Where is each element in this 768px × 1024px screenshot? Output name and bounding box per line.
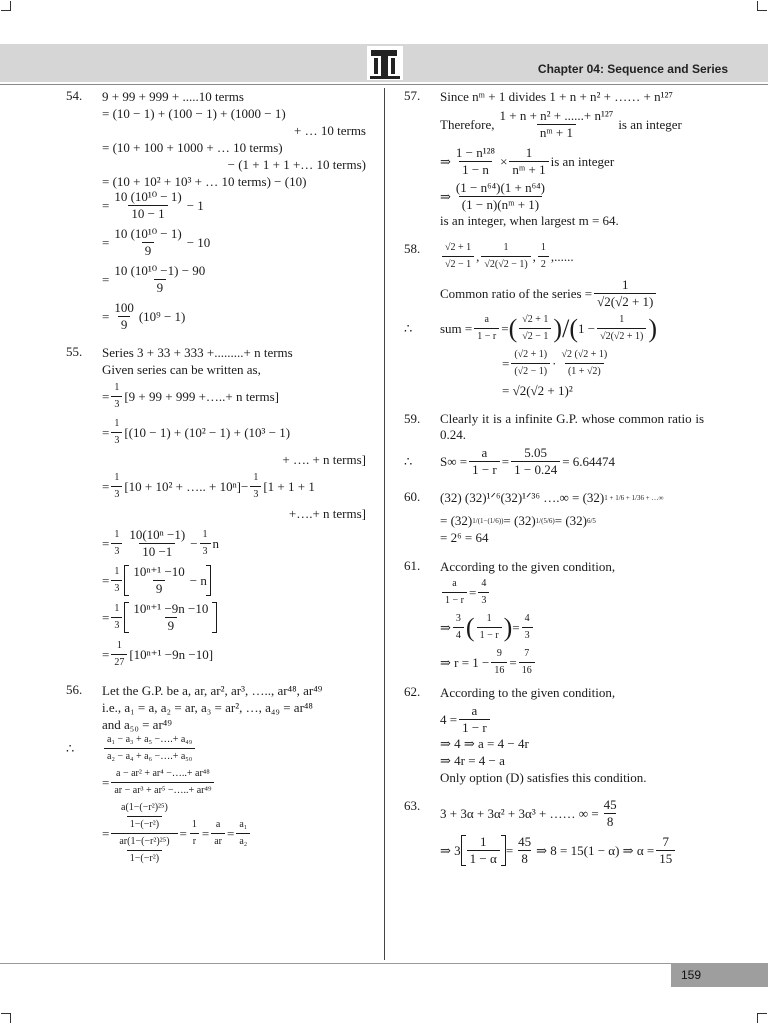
fraction: $\frac{\text{ar(1−(−r²)²⁵)}}{\text{1−(−r²)}}$ [119, 836, 170, 864]
equation-line: = $\frac{1}{3}$ [10 + 10² + ….. + 10ⁿ]− $\frac{1}{3}$ [1 + 1 + 1 [102, 472, 315, 500]
right-column [404, 88, 704, 866]
fraction: $\frac{1}{3}$ [111, 381, 122, 412]
solution-line: = (10 + 10² + 10³ + … 10 terms) − (10) [102, 173, 307, 189]
problem-number: 59. [404, 411, 421, 426]
solution-line: ⇒ 4 ⇒ a = 4 − 4r [440, 735, 529, 751]
equation-line: (32) (32)¹ᐟ⁶(32)¹ᐟ³⁶ ….∞ = (32) 1 + 1/6 + 1/36 + …∞ [440, 489, 664, 505]
fraction: $\frac{√2 + 1}{√2 - 1}$ [519, 313, 551, 344]
solution-line: and a₅₀ = ar⁴⁹ [102, 716, 172, 732]
solution-line: Series 3 + 33 + 333 +.........+ n terms [102, 344, 293, 360]
bracket [461, 835, 506, 866]
problem-number: 54. [66, 88, 83, 103]
equation-line: $\frac{a}{1 - r}$ = $\frac{4}{3}$ [440, 577, 704, 608]
problem-63 [404, 798, 704, 866]
problem-60 [404, 489, 704, 546]
fraction: $\frac{1}{1 - r}$ [477, 612, 502, 643]
fraction: $\frac{a}{1 - r}$ [459, 704, 490, 735]
crop-mark-bottom-left [1, 1013, 11, 1023]
equation-line: = $\frac{\text{10 (10¹⁰ − 1)}}{9}$ − 10 [102, 226, 211, 258]
solution-line: − (1 + 1 + 1 +… 10 terms) [227, 156, 366, 172]
problem-59 [404, 411, 704, 477]
problem-55 [66, 344, 366, 670]
fraction: $\frac{5.05}{1 - 0.24}$ [511, 446, 560, 477]
fraction: $\frac{1}{2}$ [538, 241, 549, 272]
equation-line: = (32) 1/(1−(1/6)) = (32) 1/(5/6) = (32) 6/5 [440, 512, 596, 528]
fraction: $\frac{1}{3}$ [111, 602, 122, 633]
header-rule [0, 84, 768, 85]
fraction: $\frac{1}{√2(√2 + 1)}$ [597, 313, 646, 344]
equation-line: Common ratio of the series = $\frac{1}{√2(√2 + 1)}$ [440, 278, 704, 309]
solution-line: Let the G.P. be a, ar, ar², ar³, ….., ar⁴⁸, ar⁴⁹ [102, 682, 323, 698]
equation-line: ∴ sum = $\frac{a}{1 - r}$ = ( $\frac{√2 + 1}{√2 - 1}$ ) / ( 1 − $\frac{1}{√2(√2 + 1)}$ ) [404, 313, 658, 343]
equation-line: = $\frac{(√2 + 1)}{(√2 - 1)}$ · $\frac{√2 (√2 + 1)}{(1 + √2)}$ [440, 348, 704, 379]
fraction: $\frac{a}{1 - r}$ [474, 313, 499, 344]
fraction: $\frac{1}{3}$ [250, 471, 261, 502]
fraction: $\frac{\text{(1 − n⁶⁴)(1 + n⁶⁴)}}{\text{(1 − n)(nᵐ + 1)}}$ [455, 180, 546, 212]
fraction: $\frac{\text{10ⁿ⁺¹ −9n −10}}{9}$ [133, 601, 209, 633]
problem-number: 60. [404, 489, 421, 504]
footer-rule [0, 963, 768, 964]
fraction: $\frac{\text{10 (10¹⁰ − 1)}}{10 - 1}$ [114, 189, 182, 221]
fraction: $\frac{45}{8}$ [518, 834, 532, 866]
solution-line: Clearly it is a infinite G.P. whose common ratio is 0.24. [440, 411, 704, 442]
equation-line: = $\frac{\text{a − ar² + ar⁴ −…..+ ar⁴⁸}}{\text{ar − ar³ + ar⁵ −…..+ ar⁴⁹}}$ [102, 767, 366, 798]
fraction: $\frac{1}{3}$ [200, 528, 211, 559]
equation-line: = $\frac{1}{3}$ [9 + 99 + 999 +…..+ n terms] [102, 382, 279, 410]
equation-line: ∴ $\frac{\text{a₁ − a₃ + a₅ −….+ a₄₉}}{\text{a₂ − a₄ + a₆ −….+ a₅₀}}$ [66, 733, 366, 764]
fraction: $\frac{\text{10 (10¹⁰ −1) − 90}}{9}$ [114, 263, 206, 295]
crop-mark-top-left [1, 1, 11, 11]
solution-line: = (10 − 1) + (100 − 1) + (1000 − 1) [102, 105, 286, 121]
fraction: $\frac{\text{a − ar² + ar⁴ −…..+ ar⁴⁸}}{\text{ar − ar³ + ar⁵ −…..+ ar⁴⁹}}$ [111, 767, 214, 798]
problem-61 [404, 558, 704, 678]
problem-54 [66, 88, 366, 332]
equation-line: = $\frac{\text{10 (10¹⁰ − 1)}}{10 - 1}$ − 1 [102, 189, 204, 221]
fraction: $\frac{√2 + 1}{√2 - 1}$ [442, 241, 474, 272]
equation-line: 4 = $\frac{a}{1 - r}$ [440, 704, 704, 735]
fraction: $\frac{7}{15}$ [656, 835, 675, 866]
solution-line: = (10 + 100 + 1000 + … 10 terms) [102, 139, 283, 155]
crop-mark-top-right [757, 1, 767, 11]
solution-line: is an integer, when largest m = 64. [440, 212, 619, 228]
fraction: $\frac{1}{3}$ [111, 471, 122, 502]
problem-number: 55. [66, 344, 83, 359]
fraction: $\frac{4}{3}$ [478, 577, 489, 608]
page-number: 159 [681, 968, 702, 982]
publisher-logo-icon [367, 46, 403, 80]
solution-line: Given series can be written as, [102, 361, 261, 377]
problem-number: 56. [66, 682, 83, 697]
fraction: $\frac{√2 (√2 + 1)}{(1 + √2)}$ [561, 349, 608, 377]
left-column [66, 88, 366, 866]
equation-line: = $\frac{1}{3}$ [(10 − 1) + (10² − 1) + (10³ − 1) [102, 418, 291, 446]
fraction: $\frac{\text{a(1−(−r²)²⁵)}}{\text{1−(−r²)}}$ [121, 802, 168, 830]
fraction: $\frac{\text{10 (10¹⁰ − 1)}}{9}$ [114, 226, 182, 258]
fraction: $\frac{\text{a₁}}{\text{a₂}}$ [236, 818, 250, 849]
equation-line: = $\frac{1}{3}$ $\frac{\text{10(10ⁿ −1)}}{10 -1}$ − $\frac{1}{3}$ n [102, 527, 220, 559]
solution-line: Only option (D) satisfies this condition. [440, 769, 647, 785]
equation-line: ⇒ r = 1 − $\frac{9}{16}$ = $\frac{7}{16}$ [440, 647, 704, 678]
equation-line: ⇒ $\frac{\text{(1 − n⁶⁴)(1 + n⁶⁴)}}{\text{(1 − n)(nᵐ + 1)}}$ [440, 181, 704, 212]
solution-line: According to the given condition, [440, 684, 616, 700]
chapter-title: Chapter 04: Sequence and Series [537, 62, 728, 76]
fraction: $\frac{a}{ar}$ [211, 818, 225, 849]
fraction: $\frac{1}{27}$ [111, 639, 127, 670]
equation-line: = $\frac{100}{9}$ (10⁹ − 1) [102, 300, 186, 332]
fraction: $\frac{1}{3}$ [111, 417, 122, 448]
fraction [111, 801, 177, 866]
bracket: $\frac{\text{10ⁿ⁺¹ −10}}{9}$ − n [124, 565, 211, 596]
fraction: $\frac{\text{10(10ⁿ −1)}}{10 -1}$ [129, 527, 186, 559]
solution-line: + … 10 terms [294, 122, 366, 138]
problem-number: 61. [404, 558, 421, 573]
equation-line: ⇒ $\frac{3}{4}$ ( $\frac{1}{1 - r}$ ) = $\frac{4}{3}$ [440, 612, 704, 643]
fraction: $\frac{9}{16}$ [491, 647, 507, 678]
problem-62 [404, 684, 704, 786]
fraction: $\frac{1}{\text{nᵐ + 1}}$ [509, 146, 548, 177]
problem-56 [66, 682, 366, 866]
fraction: $\frac{3}{4}$ [453, 612, 464, 643]
fraction: $\frac{(√2 + 1)}{(√2 - 1)}$ [511, 348, 550, 379]
equation-line: = $\frac{1}{3}$ $\frac{\text{10ⁿ⁺¹ −9n −10}}{9}$ [102, 602, 366, 633]
solution-line: 9 + 99 + 999 + .....10 terms [102, 88, 244, 104]
equation-line: = $\frac{1}{3}$ $\frac{\text{10ⁿ⁺¹ −10}}{9}$ − n [102, 565, 366, 596]
fraction: $\frac{4}{3}$ [522, 612, 533, 643]
equation-line: = $\frac{1}{27}$ [10ⁿ⁺¹ −9n −10] [102, 640, 214, 668]
column-divider [384, 88, 385, 960]
fraction: $\frac{a}{1 - r}$ [442, 577, 467, 608]
problem-58 [404, 241, 704, 399]
fraction: $\frac{1}{1 - \alpha}$ [467, 835, 500, 866]
equation-line: ∴ S∞ = $\frac{a}{1 - r}$ = $\frac{5.05}{1 - 0.24}$ = 6.64474 [404, 445, 616, 477]
fraction: $\frac{\text{1 + n + n² + ......+ n¹²⁷}}{\text{nᵐ + 1}}$ [499, 108, 614, 140]
equation-line: ⇒ 3 $\frac{1}{1 - \alpha}$ = $\frac{45}{8}$ ⇒ 8 = 15(1 − α) ⇒ α = $\frac{7}{15}$ [440, 835, 704, 866]
fraction: $\frac{1}{√2(√2 - 1)}$ [481, 241, 530, 272]
fraction: $\frac{1}{3}$ [111, 565, 122, 596]
equation-line: $\frac{√2 + 1}{√2 - 1}$ , $\frac{1}{√2(√2 - 1)}$ , $\frac{1}{2}$ ,...... [440, 241, 704, 272]
equation-line: = $\frac{\frac{\text{a(1−(−r²)²⁵)}}{\text{1−(−r²)}}}{\frac{\text{ar(1−(−r²)²⁵)}}{\text{1−(−r²)}}}$ = $\frac{1}{r}$ = $\frac{a}{ar}$ = $\frac{\text{a₁}}{\text{a₂}}$ [102, 801, 366, 866]
fraction: $\frac{\text{1 − n¹²⁸}}{1 - n}$ [455, 145, 496, 177]
fraction: $\frac{100}{9}$ [114, 300, 134, 332]
fraction: $\frac{1}{r}$ [189, 818, 200, 849]
equation-line: Therefore, $\frac{\text{1 + n + n² + ......+ n¹²⁷}}{\text{nᵐ + 1}}$ is an integer [440, 108, 682, 140]
problem-number: 63. [404, 798, 421, 813]
solution-line: ⇒ 4r = 4 − a [440, 752, 505, 768]
fraction: $\frac{\text{a₁ − a₃ + a₅ −….+ a₄₉}}{\text{a₂ − a₄ + a₆ −….+ a₅₀}}$ [104, 733, 195, 764]
fraction: $\frac{1}{3}$ [111, 528, 122, 559]
fraction: $\frac{7}{16}$ [519, 647, 535, 678]
problem-number: 57. [404, 88, 421, 103]
problem-57 [404, 88, 704, 229]
fraction: $\frac{45}{8}$ [603, 797, 617, 829]
problem-number: 58. [404, 241, 421, 256]
equation-line: ⇒ $\frac{\text{1 − n¹²⁸}}{1 - n}$ × $\frac{1}{\text{nᵐ + 1}}$ is an integer [440, 145, 615, 177]
solution-line: = 2⁶ = 64 [440, 529, 489, 545]
solution-line: +….+ n terms] [288, 505, 366, 521]
solution-line: Since nᵐ + 1 divides 1 + n + n² + …… + n¹²⁷ [440, 88, 673, 104]
solution-line: According to the given condition, [440, 558, 616, 574]
equation-line: = $\frac{\text{10 (10¹⁰ −1) − 90}}{9}$ [102, 264, 366, 295]
problem-number: 62. [404, 684, 421, 699]
fraction: $\frac{1}{√2(√2 + 1)}$ [594, 278, 656, 309]
fraction: $\frac{\text{10ⁿ⁺¹ −10}}{9}$ [133, 564, 185, 596]
fraction: $\frac{a}{1 - r}$ [469, 446, 500, 477]
solution-line: i.e., a₁ = a, a₂ = ar, a₃ = ar², …, a₄₉ = ar⁴⁸ [102, 699, 313, 715]
solution-line: = √2(√2 + 1)² [502, 382, 573, 398]
solution-line: + …. + n terms] [282, 451, 366, 467]
crop-mark-bottom-right [757, 1013, 767, 1023]
equation-line: 3 + 3α + 3α² + 3α³ + …… ∞ = $\frac{45}{8}$ [440, 798, 704, 829]
bracket [124, 602, 217, 633]
